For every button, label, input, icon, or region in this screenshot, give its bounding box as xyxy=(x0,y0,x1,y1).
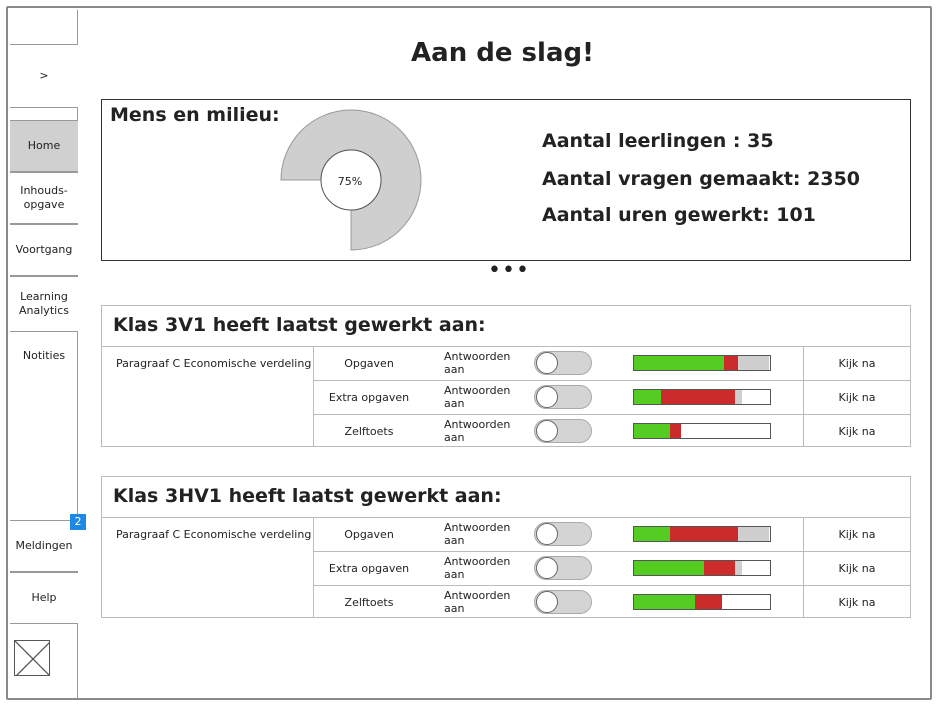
activity-type-label: Zelftoets xyxy=(344,595,394,609)
progress-segment-red xyxy=(670,424,681,438)
progress-segment-green xyxy=(634,595,695,609)
progress-segment-green xyxy=(634,561,704,575)
subject-label: Mens en milieu: xyxy=(110,104,280,126)
sidebar-item-label: Learning Analytics xyxy=(19,290,69,317)
activity-type-label: Extra opgaven xyxy=(328,561,410,575)
activity-type-label: Opgaven xyxy=(344,527,394,541)
sidebar-item-help[interactable] xyxy=(10,572,78,624)
sidebar-toggle-label: > xyxy=(39,69,49,82)
progress-bar xyxy=(633,594,771,610)
answers-toggle-switch[interactable] xyxy=(534,419,592,443)
progress-segment-grey xyxy=(738,527,769,541)
progress-bar xyxy=(633,389,771,405)
more-dots-icon[interactable]: ••• xyxy=(488,258,530,283)
class-panel xyxy=(101,305,911,447)
class-panel xyxy=(101,476,911,618)
sidebar xyxy=(10,10,78,698)
sidebar-item-label: Notities xyxy=(22,349,66,362)
sidebar-item-home[interactable] xyxy=(10,120,78,172)
progress-segment-red xyxy=(695,595,722,609)
answers-toggle-label: Antwoorden aan xyxy=(444,589,511,615)
sidebar-item-label: Voortgang xyxy=(15,243,73,256)
activity-row xyxy=(102,585,910,619)
review-link[interactable]: Kijk na xyxy=(838,390,876,404)
progress-bar xyxy=(633,423,771,439)
progress-segment-red xyxy=(704,561,735,575)
activity-row xyxy=(102,380,910,414)
progress-bar xyxy=(633,526,771,542)
answers-toggle-switch[interactable] xyxy=(534,385,592,409)
paragraph-label: Paragraaf C Economische verdeling xyxy=(116,527,312,541)
progress-segment-grey xyxy=(735,561,742,575)
review-link[interactable]: Kijk na xyxy=(838,595,876,609)
answers-toggle-label: Antwoorden aan xyxy=(444,521,511,547)
toggle-knob xyxy=(536,386,558,408)
toggle-knob xyxy=(536,420,558,442)
progress-segment-green xyxy=(634,390,661,404)
activity-type-label: Extra opgaven xyxy=(328,390,410,404)
page-title: Aan de slag! xyxy=(411,38,594,68)
activity-row xyxy=(102,346,910,380)
class-panel-title: Klas 3HV1 heeft laatst gewerkt aan: xyxy=(113,485,502,507)
progress-segment-grey xyxy=(738,356,769,370)
answers-toggle-label: Antwoorden aan xyxy=(444,350,511,376)
sidebar-item-label: Meldingen xyxy=(15,539,73,552)
progress-segment-red xyxy=(661,390,735,404)
answers-toggle-label: Antwoorden aan xyxy=(444,418,511,444)
stat-aantal-uren: Aantal uren gewerkt: 101 xyxy=(542,204,816,226)
sidebar-item-label: Home xyxy=(27,139,61,152)
toggle-knob xyxy=(536,352,558,374)
notification-badge: 2 xyxy=(70,514,86,530)
progress-segment-grey xyxy=(735,390,742,404)
answers-toggle-switch[interactable] xyxy=(534,351,592,375)
toggle-knob xyxy=(536,523,558,545)
progress-segment-green xyxy=(634,424,670,438)
answers-toggle-label: Antwoorden aan xyxy=(444,384,511,410)
activity-type-label: Opgaven xyxy=(344,356,394,370)
donut-percent-label: 75% xyxy=(337,175,363,188)
stat-aantal-leerlingen: Aantal leerlingen : 35 xyxy=(542,130,774,152)
sidebar-item-label: Help xyxy=(31,591,57,604)
sidebar-item-voortgang[interactable] xyxy=(10,224,78,276)
progress-segment-green xyxy=(634,356,724,370)
subject-summary-card xyxy=(101,99,911,261)
answers-toggle-switch[interactable] xyxy=(534,556,592,580)
activity-type-label: Zelftoets xyxy=(344,424,394,438)
progress-segment-green xyxy=(634,527,670,541)
sidebar-item-inhoudsopgave[interactable] xyxy=(10,172,78,224)
answers-toggle-switch[interactable] xyxy=(534,522,592,546)
sidebar-item-meldingen[interactable] xyxy=(10,520,78,572)
image-placeholder-icon xyxy=(14,640,50,676)
progress-bar xyxy=(633,560,771,576)
sidebar-item-notities[interactable] xyxy=(10,349,78,362)
answers-toggle-switch[interactable] xyxy=(534,590,592,614)
review-link[interactable]: Kijk na xyxy=(838,527,876,541)
progress-bar xyxy=(633,355,771,371)
sidebar-item-learning-analytics[interactable] xyxy=(10,276,78,332)
sidebar-toggle-button[interactable] xyxy=(10,44,78,108)
paragraph-label: Paragraaf C Economische verdeling xyxy=(116,356,312,370)
review-link[interactable]: Kijk na xyxy=(838,356,876,370)
toggle-knob xyxy=(536,557,558,579)
progress-segment-red xyxy=(724,356,738,370)
activity-row xyxy=(102,551,910,585)
sidebar-item-label: Inhouds- opgave xyxy=(20,184,68,211)
review-link[interactable]: Kijk na xyxy=(838,561,876,575)
progress-segment-red xyxy=(670,527,738,541)
toggle-knob xyxy=(536,591,558,613)
activity-row xyxy=(102,517,910,551)
stat-aantal-vragen: Aantal vragen gemaakt: 2350 xyxy=(542,168,861,190)
activity-row xyxy=(102,414,910,448)
answers-toggle-label: Antwoorden aan xyxy=(444,555,511,581)
review-link[interactable]: Kijk na xyxy=(838,424,876,438)
class-panel-title: Klas 3V1 heeft laatst gewerkt aan: xyxy=(113,314,486,336)
